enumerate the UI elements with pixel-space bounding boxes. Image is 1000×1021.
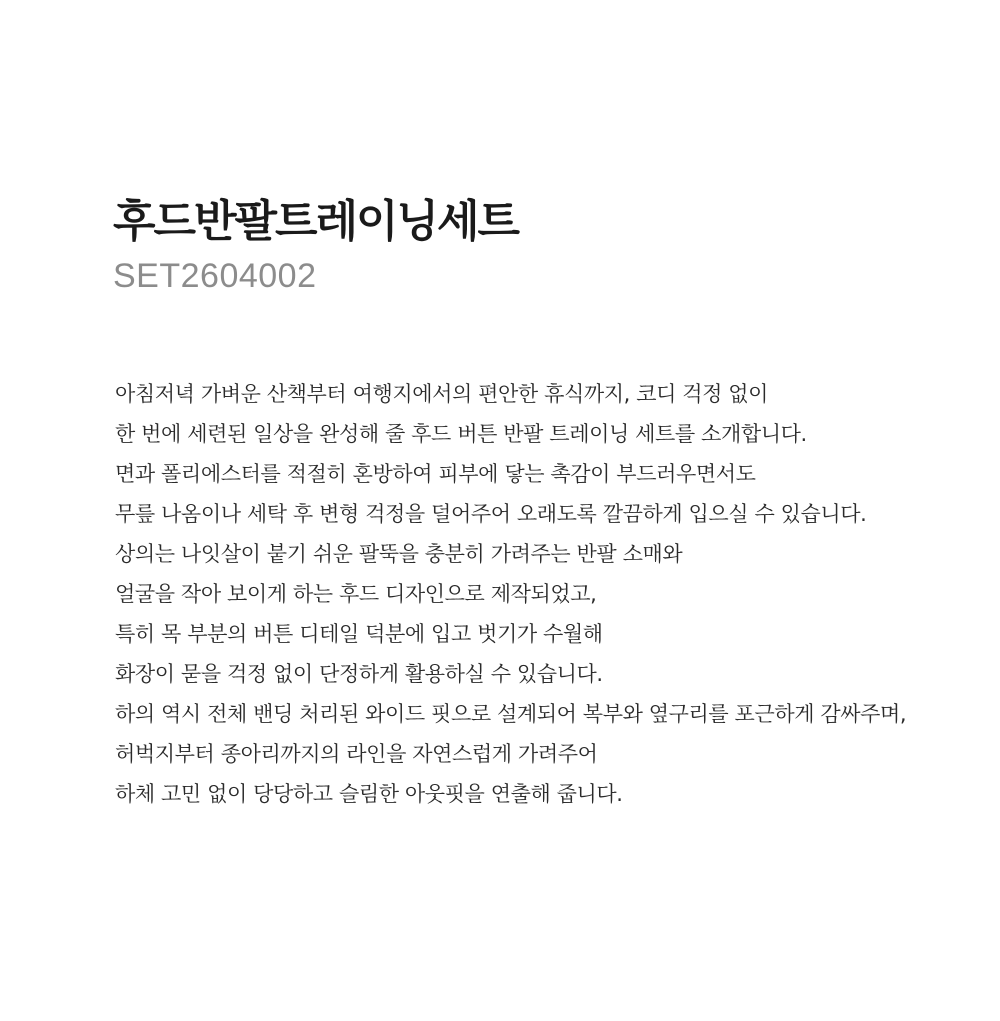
description-line: 얼굴을 작아 보이게 하는 후드 디자인으로 제작되었고, xyxy=(115,582,597,606)
description-line: 아침저녁 가벼운 산책부터 여행지에서의 편안한 휴식까지, 코디 걱정 없이 xyxy=(115,382,769,406)
description-line: 허벅지부터 종아리까지의 라인을 자연스럽게 가려주어 xyxy=(115,742,598,766)
description-line: 한 번에 세련된 일상을 완성해 줄 후드 버튼 반팔 트레이닝 세트를 소개합니다. xyxy=(115,422,807,446)
product-code: SET2604002 xyxy=(113,257,317,295)
description-line: 하의 역시 전체 밴딩 처리된 와이드 핏으로 설계되어 복부와 옆구리를 포근하게 감싸주며, xyxy=(115,702,907,726)
description-line: 무릎 나옴이나 세탁 후 변형 걱정을 덜어주어 오래도록 깔끔하게 입으실 수 있습니다. xyxy=(115,502,867,526)
description-line: 특히 목 부분의 버튼 디테일 덕분에 입고 벗기가 수월해 xyxy=(115,622,603,646)
product-header xyxy=(113,192,973,296)
product-description xyxy=(115,374,995,814)
description-line: 하체 고민 없이 당당하고 슬림한 아웃핏을 연출해 줍니다. xyxy=(115,782,623,806)
description-line: 면과 폴리에스터를 적절히 혼방하여 피부에 닿는 촉감이 부드러우면서도 xyxy=(115,462,756,486)
description-line: 화장이 묻을 걱정 없이 단정하게 활용하실 수 있습니다. xyxy=(115,662,603,686)
product-title: 후드반팔트레이닝세트 xyxy=(113,196,519,247)
description-line: 상의는 나잇살이 붙기 쉬운 팔뚝을 충분히 가려주는 반팔 소매와 xyxy=(115,542,683,566)
